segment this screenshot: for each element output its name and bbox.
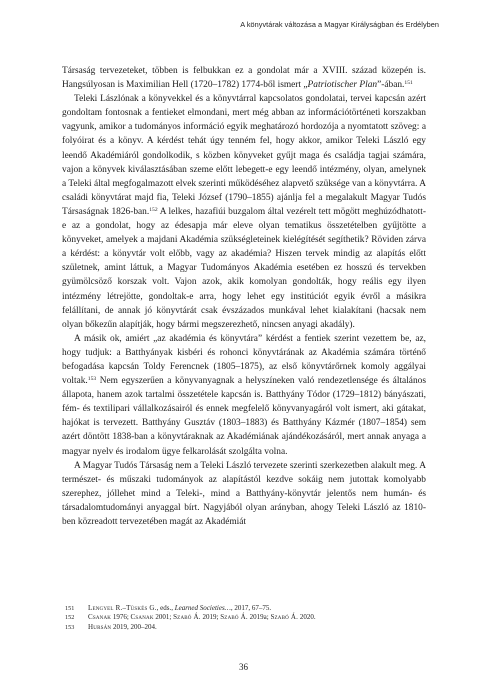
paragraph-3 bbox=[62, 332, 426, 459]
footnote-marker: 153 bbox=[87, 376, 97, 383]
text-run: ”-ában. bbox=[377, 80, 405, 91]
running-header: A könyvtárak változása a Magyar Királyságban és Erdélyben bbox=[240, 20, 439, 29]
paragraph-4 bbox=[62, 459, 426, 529]
footnote-151 bbox=[62, 604, 426, 613]
paragraph-2 bbox=[62, 92, 426, 332]
text-run: 2019, 200–204. bbox=[111, 622, 157, 631]
footnote-marker: 151 bbox=[404, 80, 413, 87]
text-run: Nem egyszerűen a könyvanyagnak a helyszíneken való rendezetlensége és általános állapota, hanem azok tartalmi összetétele kapcsán is. Batthyány Tódor (1729–1812) bányászati, fém- és textilipari vállalkozásairól és ennek megfelelő könyvanyagáról volt ismert, aki gátakat, hajókat is tervezett. Batthyány Gusztáv (1803–1883) és Batthyány Kázmér (1807–1854) sem azért döntött 1838-ban a könyvtáraknak az Akadémiának ajándékozásáról, mert annak anyaga a magyar nyelv és irodalom ügye felkarolását szolgálta volna. bbox=[62, 376, 426, 457]
text-run: , 2017, 67–75. bbox=[230, 604, 272, 612]
footnote-number: 151 bbox=[65, 605, 75, 612]
text-run: A másik ok, amiért „az akadémia és könyvtára” kérdést a fentiek szerint vezettem be, az, hogy tudjuk: a Batthyányak kisbéri és rohonci könyvtárának az Akadémia számára történő befogadása kapcsán Toldy Ferencnek (1805–1875), az első könyvtárőrnek komoly aggályai voltak. bbox=[62, 333, 426, 387]
footnotes bbox=[62, 604, 426, 632]
author-name: Szabó Á. bbox=[270, 613, 299, 622]
footnote-number: 152 bbox=[65, 614, 75, 622]
text-run: 2001; bbox=[153, 613, 174, 622]
paragraph-1 bbox=[62, 64, 426, 92]
footnote-152 bbox=[62, 613, 426, 622]
text-run: 1976; bbox=[111, 613, 131, 622]
text-run: , eds., bbox=[156, 604, 175, 612]
italic-text: Learned Societies… bbox=[174, 604, 231, 612]
footnote-text bbox=[88, 613, 316, 622]
footnote-text bbox=[88, 623, 157, 632]
author-name: Szabó Á. bbox=[173, 613, 201, 622]
author-name: Szabó Á. bbox=[220, 613, 248, 622]
text-run: 2019a; bbox=[247, 613, 271, 622]
page-number: 36 bbox=[239, 662, 248, 672]
author-name: Hursán bbox=[88, 622, 112, 631]
body-text bbox=[62, 64, 426, 529]
text-run: Teleki Lászlónak a könyvekkel és a könyvtárral kapcsolatos gondolatai, tervei kapcsán azért gondoltam fontosnak a fentieket elmondani, mert még abban az információtörténeti korszakban vagyunk, amikor a tudományos információ egyik meghatározó hordozója a nyomtatott szöveg: a folyóirat és a könyv. A kérdést tehát úgy tenném fel, hogy akkor, amikor Teleki László egy leendő Akadémiáról gondolkodik, s közben könyveket gyűjt maga és családja tagjai számára, vajon a könyvek kiválasztásában szeme előtt lebegett-e egy leendő intézmény, olyan, amelynek a Teleki által megfogalmazott elvek szerinti működéséhez alapvető szüksége van a könyvtárra. A családi könyvtárat majd fia, Teleki József (1790–1855) ajánlja fel a megalakult Magyar Tudós Társaságnak 1826-ban. bbox=[62, 94, 426, 217]
text-run: A lelkes, hazafiúi buzgalom által vezérelt tett mögött meghúzódhatott-e az a gondolat, hogy az édesapja már eleve olyan tematikus összetételben gyűjtötte a könyveket, amelyek a majdani Akadémia szükségleteinek kielégítését segíthetik? Röviden zárva a kérdést: a könyvtár volt előbb, vagy az akadémia? Hiszen tervek mindig az alapítás előtt születnek, amint láttuk, a Magyar Tudományos Akadémia esetében ez hosszú és tervekben gyümölcsöző korszak volt. Vajon azok, akik komolyan gondolták, hogy reális egy ilyen intézmény létrejötte, gondoltak-e arra, hogy lehet egy institúciót egyik évről a másikra felállítani, de annak jó könyvtárát csak évszázados munkával lehet kialakítani (hacsak nem olyan bőkezűn alapítják, hogy bármi megszerezhető, nincsen anyagi akadály). bbox=[62, 206, 427, 330]
footnote-number: 153 bbox=[65, 623, 75, 631]
author-name: Lengyel R.–Tüskés G. bbox=[88, 604, 157, 612]
text-run: 2019; bbox=[200, 613, 221, 622]
author-name: Csanak bbox=[88, 613, 112, 622]
footnote-text bbox=[88, 604, 271, 613]
footnote-marker: 152 bbox=[149, 206, 158, 213]
text-run: A Magyar Tudós Társaság nem a Teleki László tervezete szerinti szerkezetben alakult meg. A természet- és műszaki tudományok az alapítástól kezdve sokáig nem jutottak komolyabb szerephez, jóllehet mind a Teleki-, mind a Batthyány-könyvtár jelentős nem humán- és társadalomtudományi anyaggal bírt. Nagyjából olyan arányban, ahogy Teleki László az 1810-ben közreadott tervezetében magát az Akadémiát bbox=[62, 460, 426, 527]
footnote-153 bbox=[62, 623, 426, 632]
italic-text: Patriotischer Plan bbox=[307, 80, 378, 91]
text-run: 2020. bbox=[298, 613, 316, 622]
author-name: Csanak bbox=[130, 613, 154, 622]
text-run: Társaság tervezeteket, többen is felbukkan ez a gondolat már a XVIII. század közepén is. Hangsúlyosan is Maximilian Hell (1720–1782) 1774-ből ismert „ bbox=[62, 66, 426, 91]
